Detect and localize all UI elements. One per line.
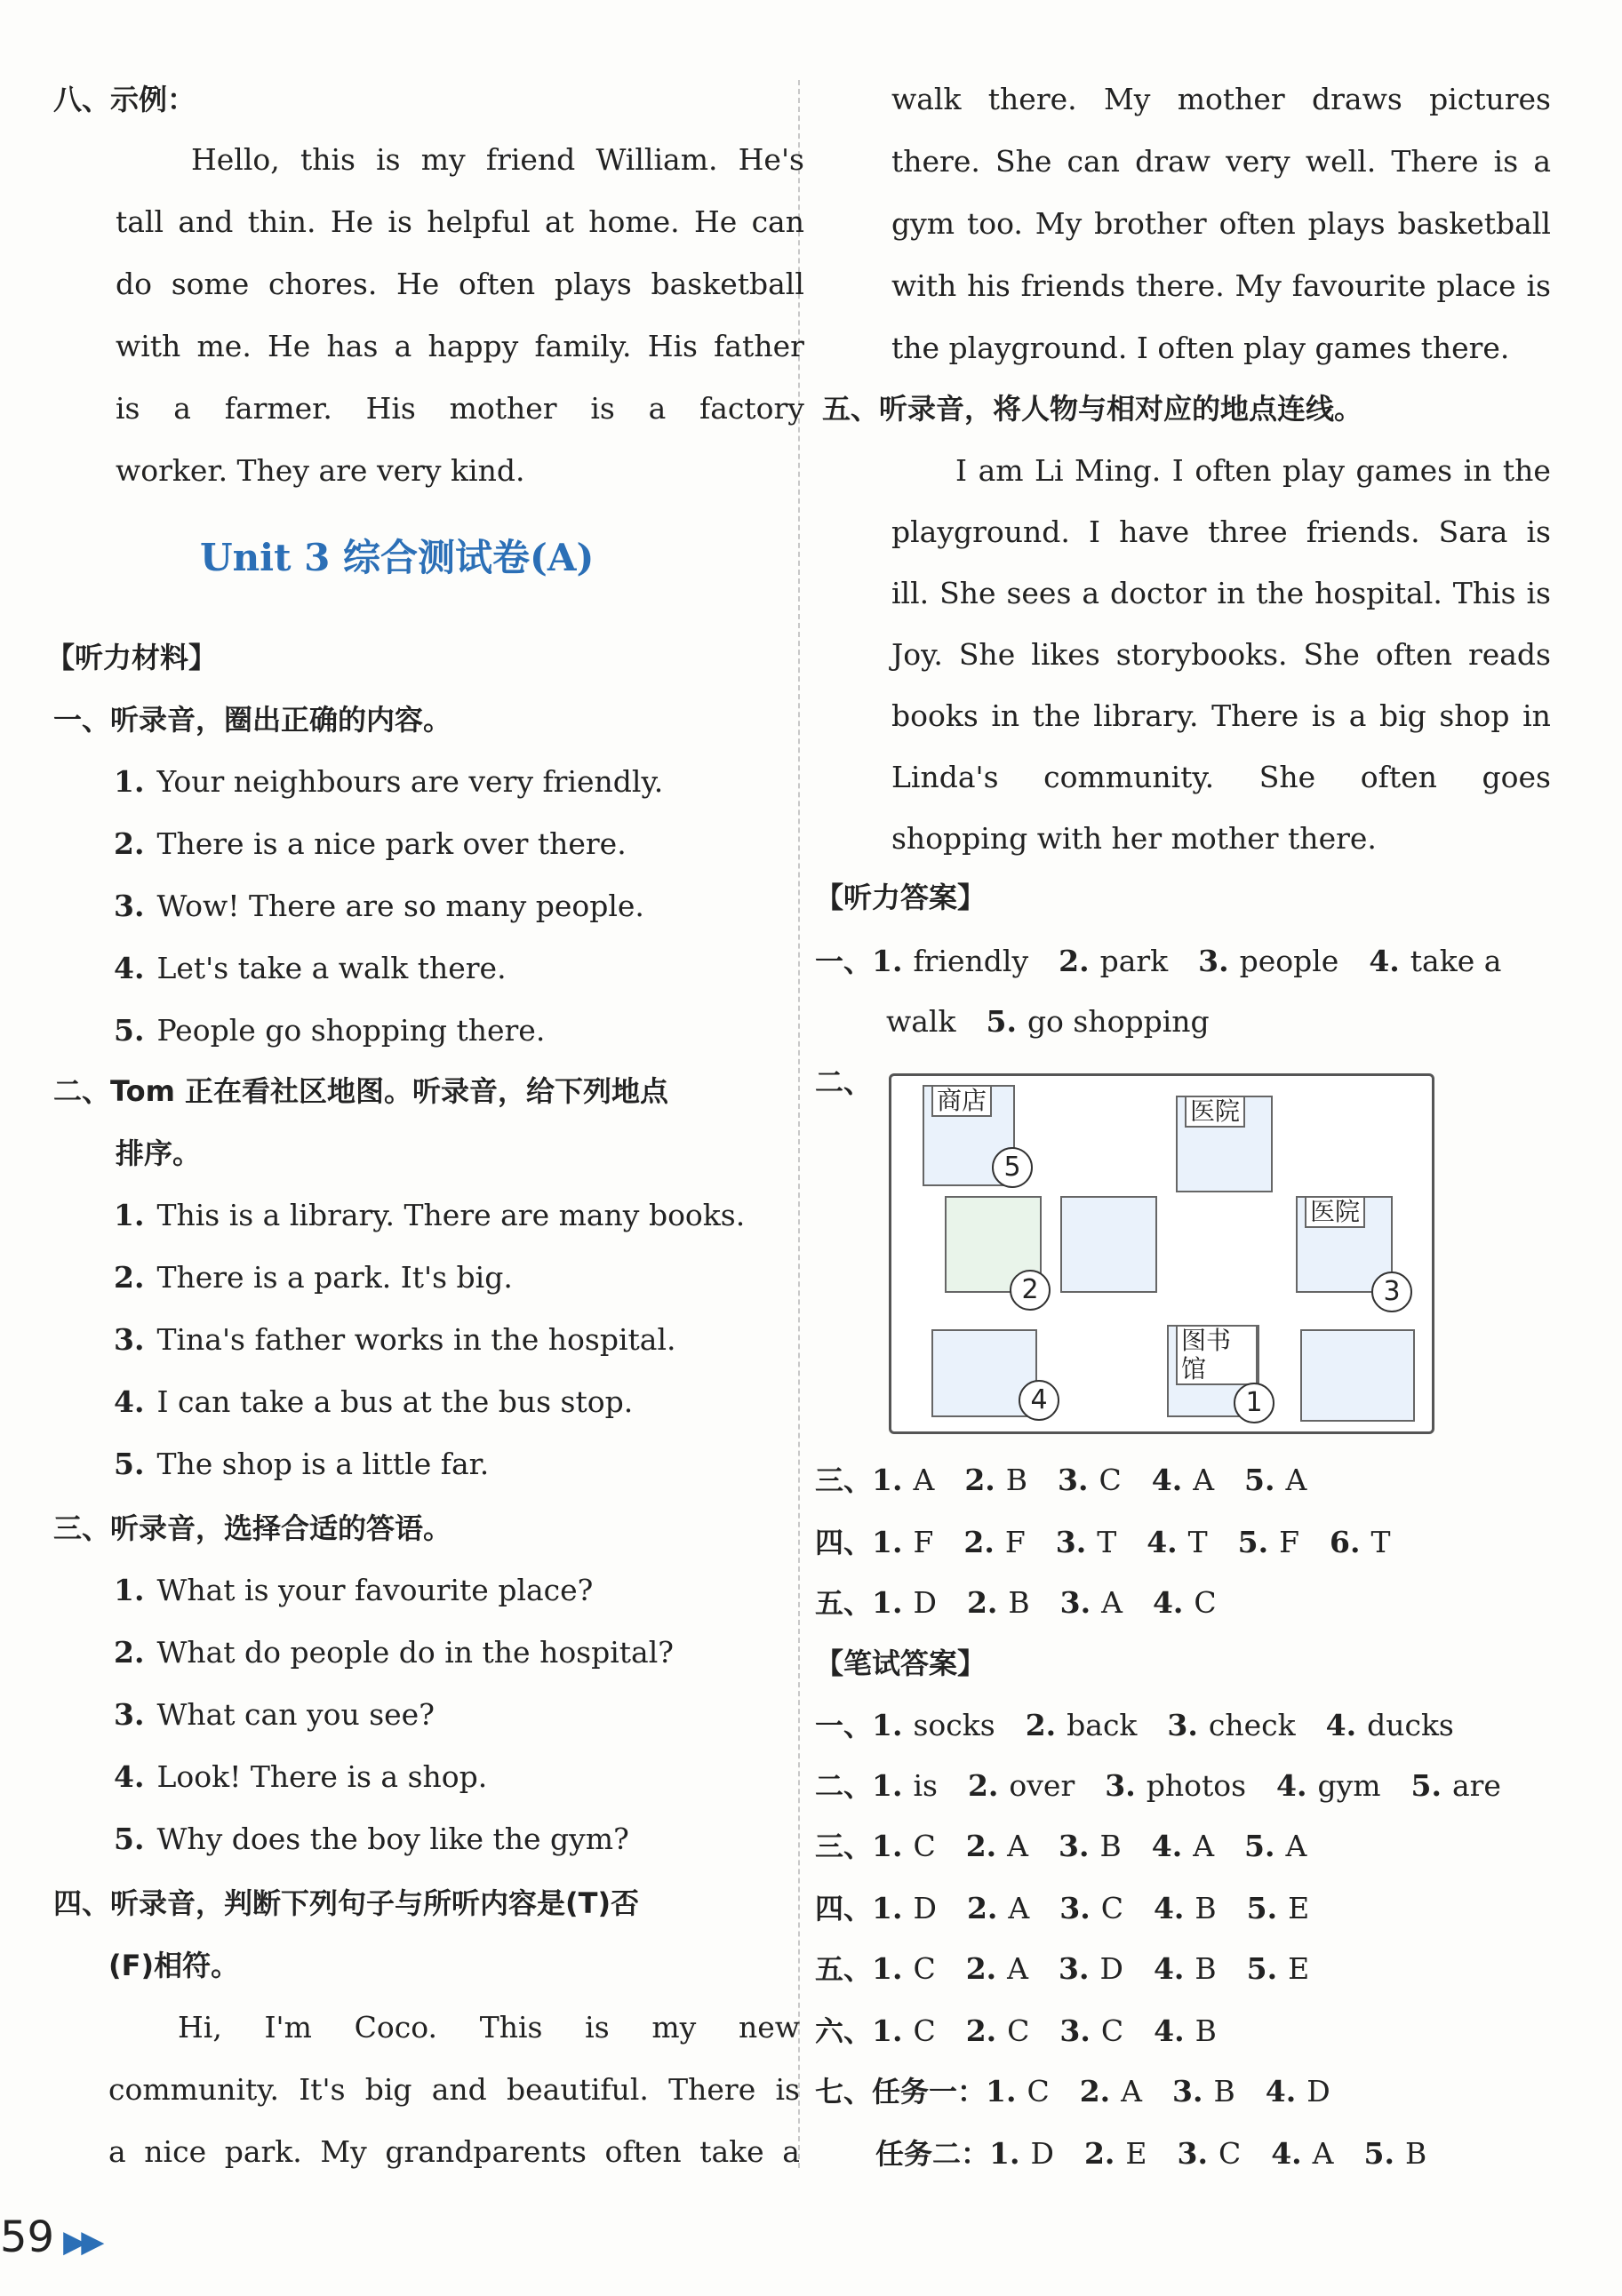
item-text: Why does the boy like the gym?: [156, 1822, 629, 1856]
answer-item: [872, 1829, 936, 1864]
answer-value: photos: [1146, 1768, 1247, 1803]
item-text: This is a library. There are many books.: [156, 1198, 746, 1232]
answer-number: 4.: [1265, 2074, 1297, 2109]
paragraph-line: tall and thin. He is helpful at home. He can: [116, 204, 804, 239]
item-number: 2.: [114, 1635, 145, 1670]
answer-item: [1363, 2136, 1426, 2172]
answer-number: 3.: [1059, 1585, 1091, 1620]
answer-value: C: [1027, 2074, 1050, 2109]
item-text: There is a nice park over there.: [156, 826, 627, 861]
answer-line: [815, 1463, 1337, 1498]
answer-value: D: [1306, 2074, 1330, 2109]
answer-number: 4.: [1325, 1708, 1357, 1742]
passage-line: I am Li Ming. I often play games in the: [955, 453, 1551, 488]
answer-item: [872, 944, 1028, 979]
answer-value: F: [1279, 1525, 1300, 1559]
answer-number: 3.: [1167, 1708, 1198, 1742]
answer-value: check: [1208, 1708, 1296, 1742]
answer-item: [963, 1525, 1025, 1560]
answer-value: A: [1285, 1829, 1307, 1863]
passage-line: shopping with her mother there.: [891, 821, 1377, 856]
answer-item: [872, 1951, 936, 1987]
answer-item: [1056, 1525, 1116, 1560]
answer-number: 3.: [1105, 1768, 1136, 1803]
item-number: 5.: [114, 1822, 145, 1856]
answer-item: [1152, 1463, 1214, 1498]
answer-value: are: [1451, 1768, 1501, 1803]
answer-line: [875, 2136, 1457, 2172]
answer-number: 3.: [1058, 1463, 1089, 1497]
answer-number: 4.: [1369, 944, 1400, 978]
answer-number: 4.: [1152, 1585, 1184, 1620]
answer-value: E: [1288, 1951, 1310, 1986]
passage-line: Hi, I'm Coco. This is my new: [178, 2010, 800, 2045]
answer-number: 5.: [1244, 1829, 1275, 1863]
answer-item: [966, 1951, 1028, 1987]
answer-item: [1080, 2074, 1142, 2109]
answer-number: 6.: [1330, 1525, 1361, 1559]
answer-item: [1330, 1525, 1390, 1560]
answer-number: 4.: [1153, 1951, 1185, 1986]
answer-value: B: [1099, 1829, 1122, 1863]
answer-value: C: [913, 1951, 936, 1986]
list-item: [114, 951, 507, 986]
answer-value: T: [1370, 1525, 1391, 1559]
answer-item: [986, 2074, 1050, 2109]
next-arrow-icon: ▶▶: [63, 2224, 100, 2260]
answer-item: [968, 1768, 1075, 1804]
answer-item: [1059, 1829, 1122, 1864]
passage-line: there. She can draw very well. There is a: [891, 144, 1551, 179]
answer-number: 1.: [989, 2136, 1020, 2171]
item-number: 1.: [114, 764, 145, 799]
passage-line: with his friends there. My favourite place is: [891, 268, 1551, 303]
answer-value: gym: [1317, 1768, 1381, 1803]
answer-number: 2.: [965, 1951, 997, 1986]
passage-line: walk there. My mother draws pictures: [891, 82, 1551, 116]
list-item: [114, 1384, 633, 1420]
answer-number: 4.: [1147, 1525, 1178, 1559]
passage-line: playground. I have three friends. Sara is: [891, 514, 1551, 549]
list-item: [114, 1447, 489, 1482]
answer-item: [1326, 1708, 1454, 1743]
listening-material-heading: 【听力材料】: [46, 641, 218, 674]
hospital-badge: 3: [1371, 1272, 1412, 1312]
answer-line: [815, 1829, 1337, 1864]
answer-value: go shopping: [1027, 1004, 1210, 1039]
answer-item: [1026, 1708, 1138, 1743]
answer-number: 5.: [1244, 1463, 1275, 1497]
answer-value: A: [1312, 2136, 1334, 2171]
answer-line: [815, 2013, 1247, 2049]
bank-tile: [1300, 1329, 1415, 1422]
item-number: 5.: [114, 1447, 145, 1481]
hospital-label-1: 医院: [1185, 1096, 1245, 1128]
answer-label: 三、: [815, 1463, 873, 1497]
answer-item: [872, 1585, 937, 1621]
item-text: Tina's father works in the hospital.: [156, 1322, 676, 1357]
item-number: 3.: [114, 889, 145, 923]
answer-value: ducks: [1367, 1708, 1454, 1742]
answer-value: over: [1009, 1768, 1075, 1803]
answer-value: D: [913, 1891, 937, 1925]
answer-line: [815, 1768, 1531, 1804]
answer-number: 3.: [1059, 1829, 1090, 1863]
page-number: 59: [0, 2212, 55, 2262]
list-item: [114, 764, 663, 800]
answer-number: 1.: [872, 1708, 903, 1742]
answer-number: 1.: [872, 944, 903, 978]
passage-line: community. It's big and beautiful. There is: [108, 2072, 800, 2107]
item-text: The shop is a little far.: [156, 1447, 490, 1481]
answer-item: [967, 1891, 1029, 1926]
answer-item: [967, 1585, 1030, 1621]
answer-value: friendly: [913, 944, 1029, 978]
list-item: [114, 1697, 435, 1733]
answer-value: C: [1194, 1585, 1217, 1620]
passage-line: Linda's community. She often goes: [891, 760, 1551, 794]
answer-value: E: [1288, 1891, 1310, 1925]
answer-number: 3.: [1198, 944, 1229, 978]
item-text: There is a park. It's big.: [156, 1260, 513, 1295]
answer-value: A: [1285, 1463, 1307, 1497]
answer-number: 3.: [1177, 2136, 1208, 2171]
bus-stop-badge: 4: [1019, 1380, 1059, 1421]
item-text: Wow! There are so many people.: [156, 889, 644, 923]
answer-number: 5.: [1410, 1768, 1442, 1803]
answer-number: 4.: [1151, 1829, 1183, 1863]
answer-item: [1152, 1829, 1214, 1864]
answer-item: [1105, 1768, 1246, 1804]
answer-number: 2.: [967, 1768, 999, 1803]
answer-item: [1153, 1585, 1217, 1621]
list-item: [114, 1635, 674, 1670]
answer-value: walk: [886, 1004, 956, 1039]
answer-line: [886, 1004, 1240, 1040]
answer-item: [1154, 1951, 1217, 1987]
answer-item: [1154, 2013, 1217, 2049]
answer-value: E: [1125, 2136, 1147, 2171]
answer-label: 四、: [815, 1526, 873, 1559]
answer-item: [1238, 1525, 1299, 1560]
answer-item: [1411, 1768, 1501, 1804]
answer-label: 三、: [815, 1830, 873, 1863]
answer-label: 任务二：: [875, 2137, 990, 2171]
answer-item: [966, 2013, 1030, 2049]
answer-value: B: [1008, 1585, 1030, 1620]
answer-value: C: [1007, 2013, 1030, 2048]
answer-item: [1059, 1951, 1123, 1987]
answer-value: A: [913, 1463, 935, 1497]
answer-value: F: [1004, 1525, 1026, 1559]
answer-number: 1.: [872, 1463, 903, 1497]
answer-item: [1247, 1891, 1310, 1926]
shop-label: 商店: [931, 1085, 992, 1117]
answer-value: is: [913, 1768, 938, 1803]
park-badge: 2: [1010, 1270, 1051, 1311]
answer-line: [815, 1585, 1247, 1621]
answer-label: 六、: [815, 2014, 873, 2048]
item-number: 3.: [114, 1697, 145, 1732]
answer-item: [872, 2013, 936, 2049]
passage-line: gym too. My brother often plays basketball: [891, 206, 1551, 241]
answer-number: 1.: [872, 1829, 903, 1863]
answer-item: [872, 1768, 938, 1804]
written-answers-heading: 【笔试答案】: [815, 1646, 987, 1680]
answer-item: [964, 1463, 1027, 1498]
answer-value: park: [1099, 944, 1169, 978]
answer-item: [872, 1891, 937, 1926]
answer-label: 二、: [815, 1065, 873, 1099]
item-text: Look! There is a shop.: [156, 1759, 488, 1794]
list-item: [114, 1198, 745, 1233]
paragraph-line: with me. He has a happy family. His father: [116, 329, 804, 363]
page-footer: [0, 2212, 99, 2262]
question-2-heading: 二、Tom 正在看社区地图。听录音，给下列地点: [53, 1074, 669, 1108]
answer-value: C: [913, 1829, 936, 1863]
paragraph-line: worker. They are very kind.: [116, 453, 525, 488]
list-item: [114, 1822, 629, 1857]
answer-item: [1276, 1768, 1381, 1804]
item-number: 4.: [114, 1384, 145, 1419]
answer-value: F: [913, 1525, 934, 1559]
answer-number: 2.: [966, 1891, 998, 1925]
item-text: Your neighbours are very friendly.: [156, 764, 664, 799]
answer-number: 3.: [1059, 1951, 1090, 1986]
answer-number: 5.: [986, 1004, 1017, 1039]
answer-value: C: [1099, 1463, 1122, 1497]
community-map: [889, 1073, 1434, 1434]
answer-number: 5.: [1246, 1891, 1278, 1925]
answer-label: 四、: [815, 1892, 873, 1925]
answer-number: 1.: [872, 1525, 903, 1559]
answer-item: [1059, 1891, 1123, 1926]
answer-number: 5.: [1363, 2136, 1394, 2171]
listening-answers-heading: 【听力答案】: [815, 881, 987, 914]
passage-line: a nice park. My grandparents often take a: [108, 2134, 800, 2169]
answer-value: A: [1008, 1891, 1030, 1925]
answer-item: [1266, 2074, 1330, 2109]
answer-line: [815, 944, 1531, 979]
answer-number: 1.: [872, 2013, 903, 2048]
hospital-tile-1: [1176, 1096, 1273, 1192]
answer-value: A: [1121, 2074, 1143, 2109]
answer-label: 七、任务一：: [815, 2075, 987, 2109]
answer-value: C: [1100, 2013, 1124, 2048]
answer-value: people: [1239, 944, 1339, 978]
answer-value: socks: [913, 1708, 995, 1742]
answer-line: [815, 1891, 1339, 1926]
answer-value: B: [1213, 2074, 1235, 2109]
answer-number: 2.: [1059, 944, 1090, 978]
answer-value: B: [1195, 2013, 1217, 2048]
answer-value: A: [1193, 1463, 1215, 1497]
item-number: 4.: [114, 1759, 145, 1794]
paragraph-line: is a farmer. His mother is a factory: [116, 391, 804, 426]
answer-number: 4.: [1276, 1768, 1307, 1803]
answer-item: [986, 1004, 1209, 1040]
answer-item: [1058, 1463, 1122, 1498]
answer-item: [1244, 1829, 1306, 1864]
answer-line: [815, 1951, 1339, 1987]
unit-title: Unit 3 综合测试卷(A): [200, 536, 595, 579]
paragraph-line: Hello, this is my friend William. He's: [191, 142, 804, 177]
answer-number: 4.: [1153, 1891, 1185, 1925]
question-3-heading: 三、听录音，选择合适的答语。: [53, 1511, 452, 1545]
item-number: 1.: [114, 1198, 145, 1232]
answer-number: 2.: [1025, 1708, 1057, 1742]
answer-item: [1198, 944, 1338, 979]
item-number: 5.: [114, 1013, 145, 1048]
answer-value: T: [1187, 1525, 1208, 1559]
answer-number: 4.: [1151, 1463, 1183, 1497]
list-item: [114, 826, 627, 862]
passage-line: the playground. I often play games there.: [891, 331, 1510, 365]
answer-number: 2.: [964, 1463, 995, 1497]
item-number: 4.: [114, 951, 145, 985]
paragraph-line: do some chores. He often plays basketball: [116, 267, 804, 301]
item-text: What do people do in the hospital?: [156, 1635, 674, 1670]
answer-item: [1154, 1891, 1217, 1926]
answer-line: [815, 2074, 1361, 2109]
answer-number: 4.: [1154, 2013, 1185, 2048]
library-label: 图书馆: [1176, 1325, 1258, 1385]
answer-number: 2.: [1079, 2074, 1111, 2109]
answer-item: [1172, 2074, 1235, 2109]
answer-item: [1167, 1708, 1295, 1743]
answer-number: 3.: [1059, 1891, 1091, 1925]
answer-item: [1084, 2136, 1147, 2172]
answer-item: [872, 1463, 934, 1498]
answer-item: [1060, 1585, 1123, 1621]
shop-badge: 5: [992, 1147, 1033, 1188]
answer-number: 5.: [1246, 1951, 1278, 1986]
item-number: 2.: [114, 1260, 145, 1295]
answer-value: A: [1007, 1951, 1029, 1986]
library-badge: 1: [1234, 1383, 1274, 1423]
answer-item: [1147, 1525, 1207, 1560]
answer-number: 1.: [986, 2074, 1017, 2109]
answer-value: B: [1195, 1951, 1217, 1986]
answer-value: C: [1100, 1891, 1123, 1925]
answer-number: 3.: [1059, 2013, 1091, 2048]
answer-number: 2.: [1083, 2136, 1115, 2171]
passage-line: books in the library. There is a big shop in: [891, 698, 1551, 733]
passage-line: Joy. She likes storybooks. She often reads: [891, 637, 1551, 672]
building-tile: [1060, 1196, 1157, 1293]
answer-item: [1369, 944, 1501, 979]
answer-value: B: [1404, 2136, 1427, 2171]
answer-number: 1.: [872, 1891, 903, 1925]
answer-number: 2.: [963, 1525, 995, 1559]
item-number: 3.: [114, 1322, 145, 1357]
answer-label: 一、: [815, 945, 873, 978]
answer-item: [1177, 2136, 1241, 2172]
answer-number: 1.: [872, 1951, 903, 1986]
answer-value: D: [913, 1585, 937, 1620]
answer-value: D: [1030, 2136, 1054, 2171]
answer-value: A: [1193, 1829, 1215, 1863]
answer-number: 1.: [872, 1585, 903, 1620]
answer-number: 1.: [872, 1768, 903, 1803]
item-text: What can you see?: [156, 1697, 435, 1732]
list-item: [114, 1573, 593, 1608]
answer-item: [1271, 2136, 1333, 2172]
item-number: 2.: [114, 826, 145, 861]
answer-item: [872, 1708, 995, 1743]
list-item: [114, 1013, 545, 1048]
answer-item: [1244, 1463, 1306, 1498]
answer-item: [1059, 2013, 1123, 2049]
question-5-heading: 五、听录音，将人物与相对应的地点连线。: [822, 392, 1363, 426]
answer-label: 一、: [815, 1709, 873, 1742]
answer-number: 3.: [1172, 2074, 1203, 2109]
answer-value: T: [1097, 1525, 1117, 1559]
section-8-heading: 八、示例：: [53, 83, 196, 116]
answer-value: D: [1099, 1951, 1123, 1986]
answer-number: 3.: [1055, 1525, 1087, 1559]
answer-number: 2.: [966, 1585, 998, 1620]
answer-item: [1247, 1951, 1310, 1987]
answer-label: 五、: [815, 1952, 873, 1986]
answer-item: [966, 1829, 1028, 1864]
question-4-heading-cont: (F)相符。: [108, 1949, 240, 1982]
answer-number: 2.: [965, 2013, 997, 2048]
answer-number: 5.: [1237, 1525, 1269, 1559]
item-text: What is your favourite place?: [156, 1573, 594, 1607]
item-text: I can take a bus at the bus stop.: [156, 1384, 634, 1419]
answer-value: A: [1101, 1585, 1123, 1620]
answer-value: take a: [1410, 944, 1502, 978]
list-item: [114, 1759, 487, 1795]
answer-value: C: [1218, 2136, 1242, 2171]
question-2-heading-cont: 排序。: [116, 1136, 202, 1170]
answer-value: B: [1005, 1463, 1028, 1497]
item-number: 1.: [114, 1573, 145, 1607]
question-4-heading: 四、听录音，判断下列句子与所听内容是(T)否: [53, 1886, 640, 1920]
item-text: People go shopping there.: [156, 1013, 546, 1048]
answer-number: 4.: [1271, 2136, 1302, 2171]
hospital-label-2: 医院: [1305, 1196, 1365, 1228]
answer-value: B: [1195, 1891, 1217, 1925]
answer-line: [815, 1525, 1421, 1560]
answer-value: back: [1067, 1708, 1138, 1742]
list-item: [114, 889, 644, 924]
answer-value: C: [913, 2013, 936, 2048]
passage-line: ill. She sees a doctor in the hospital. This is: [891, 576, 1551, 610]
answer-item: [1059, 944, 1168, 979]
list-item: [114, 1260, 513, 1295]
answer-label: 五、: [815, 1586, 873, 1620]
answer-line: [815, 1708, 1484, 1743]
answer-item: [886, 1004, 955, 1040]
answer-label: 二、: [815, 1769, 873, 1803]
answer-item: [872, 1525, 933, 1560]
answer-value: A: [1007, 1829, 1029, 1863]
list-item: [114, 1322, 676, 1358]
answer-number: 2.: [965, 1829, 997, 1863]
answer-item: [989, 2136, 1054, 2172]
item-text: Let's take a walk there.: [156, 951, 507, 985]
question-1-heading: 一、听录音，圈出正确的内容。: [53, 703, 452, 737]
